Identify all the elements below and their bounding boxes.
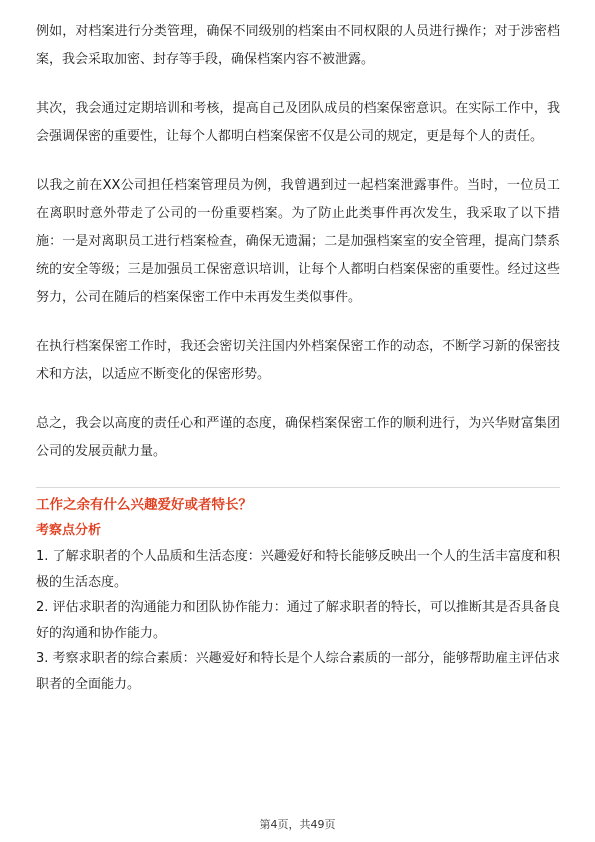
section-divider <box>36 487 560 488</box>
page-number-footer: 第4页，共49页 <box>259 818 336 831</box>
paragraph-conclusion: 总之，我会以高度的责任心和严谨的态度，确保档案保密工作的顺利进行，为兴华财富集团公司的发展贡献力量。 <box>36 416 560 459</box>
page-content <box>36 18 560 697</box>
paragraph-training: 其次，我会通过定期培训和考核，提高自己及团队成员的档案保密意识。在实际工作中，我会强调保密的重要性，让每个人都明白档案保密不仅是公司的规定，更是每个人的责任。 <box>36 101 560 144</box>
paragraph-monitoring: 在执行档案保密工作时，我还会密切关注国内外档案保密工作的动态，不断学习新的保密技术和方法，以适应不断变化的保密形势。 <box>36 339 560 382</box>
question-heading: 工作之余有什么兴趣爱好或者特长？ <box>36 497 252 513</box>
analysis-point-3: 3. 考察求职者的综合素质：兴趣爱好和特长是个人综合素质的一部分，能够帮助雇主评估求职者的全面能力。 <box>36 651 560 692</box>
analysis-point-2: 2. 评估求职者的沟通能力和团队协作能力：通过了解求职者的特长，可以推断其是否具备良好的沟通和协作能力。 <box>36 600 560 641</box>
paragraph-classification: 例如，对档案进行分类管理，确保不同级别的档案由不同权限的人员进行操作；对于涉密档案，我会采取加密、封存等手段，确保档案内容不被泄露。 <box>36 24 560 67</box>
analysis-heading: 考察点分析 <box>36 523 102 538</box>
paragraph-example-case: 以我之前在XX公司担任档案管理员为例，我曾遇到过一起档案泄露事件。当时，一位员工在离职时意外带走了公司的一份重要档案。为了防止此类事件再次发生，我采取了以下措施：一是对离职员工进行档案检查，确保无遗漏；二是加强档案室的安全管理，提高门禁系统的安全等级；三是加强员工保密意识培训，让每个人都明白档案保密的重要性。经过这些努力，公司在随后的档案保密工作中未再发生类似事件。 <box>36 178 560 305</box>
analysis-point-1: 1. 了解求职者的个人品质和生活态度：兴趣爱好和特长能够反映出一个人的生活丰富度和积极的生活态度。 <box>36 549 560 590</box>
